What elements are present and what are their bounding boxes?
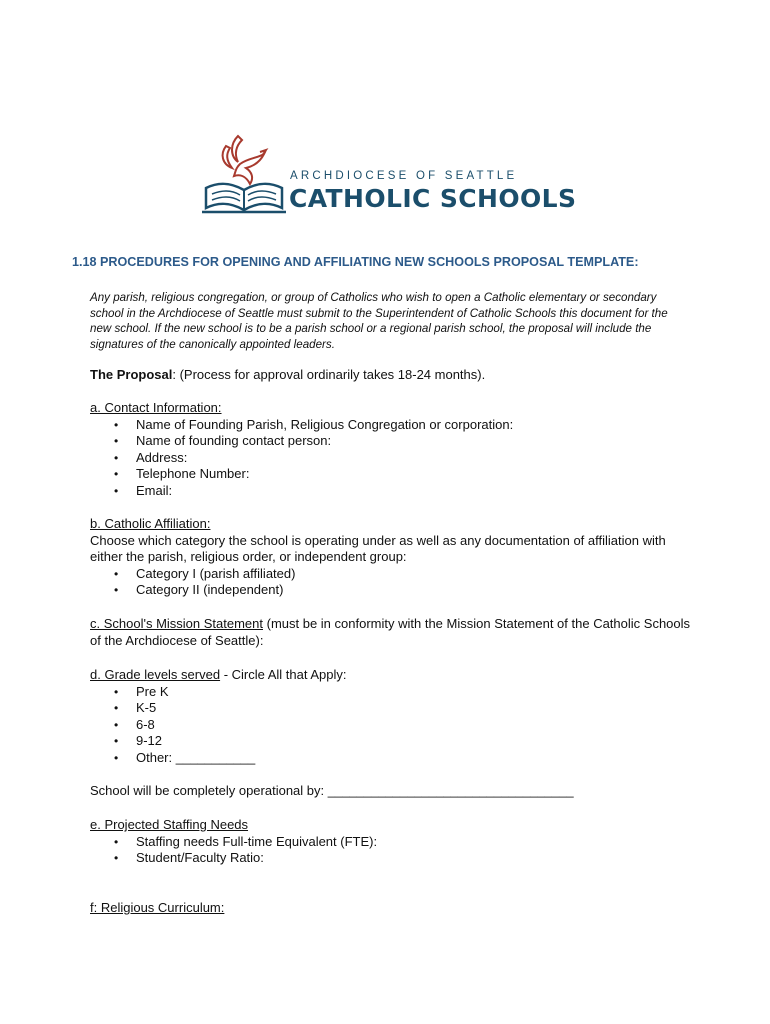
operational-line: School will be completely operational by: __________________________________ — [90, 783, 574, 798]
affiliation-list — [90, 566, 700, 599]
list-item: • K-5 — [136, 700, 700, 717]
grades-list — [90, 684, 700, 767]
list-item: • Name of founding contact person: — [136, 433, 700, 450]
list-item: • Pre K — [136, 684, 700, 701]
list-item: • Telephone Number: — [136, 466, 700, 483]
dove-book-icon — [200, 132, 290, 218]
contact-list — [90, 417, 700, 500]
grades-title: d. Grade levels served — [90, 667, 221, 682]
affiliation-text: Choose which category the school is operating under as well as any documentation of affiliation with either the parish, religious order, or independent group: — [90, 532, 666, 564]
list-item: • 9-12 — [136, 733, 700, 750]
list-item: • Email: — [136, 483, 700, 500]
list-item: • Staffing needs Full-time Equivalent (FTE): — [136, 834, 700, 851]
list-item: • Student/Faculty Ratio: — [136, 850, 700, 867]
proposal-label: The Proposal — [90, 367, 173, 382]
staffing-title: e. Projected Staffing Needs — [90, 817, 249, 832]
list-item: • 6-8 — [136, 717, 700, 734]
contact-title: a. Contact Information: — [90, 400, 222, 415]
mission-title: c. School's Mission Statement — [90, 616, 263, 631]
section-staffing — [90, 817, 700, 867]
section-grades — [90, 667, 700, 766]
page-heading: 1.18 PROCEDURES FOR OPENING AND AFFILIATING NEW SCHOOLS PROPOSAL TEMPLATE: — [72, 255, 639, 269]
section-affiliation — [90, 516, 700, 599]
proposal-line — [90, 367, 700, 384]
staffing-list — [90, 834, 700, 867]
list-item: • Category I (parish affiliated) — [136, 566, 700, 583]
mission-text: (must be in conformity with the Mission Statement of the Catholic Schools of the Archdiocese of Seattle): — [90, 616, 691, 648]
curriculum-title: f: Religious Curriculum: — [90, 900, 225, 915]
section-contact — [90, 400, 700, 499]
logo-title: CATHOLIC SCHOOLS — [289, 184, 577, 213]
list-item: • Category II (independent) — [136, 582, 700, 599]
section-curriculum — [90, 900, 700, 917]
list-item: • Address: — [136, 450, 700, 467]
intro-paragraph: Any parish, religious congregation, or group of Catholics who wish to open a Catholic elementary or secondary school in the Archdiocese of Seattle must submit to the Superintendent of Catholic Schools this document for the new school. If the new school is to be a parish school or a regional parish school, the proposal will include the signatures of the canonically appointed leaders. — [90, 291, 668, 351]
logo-subtitle: ARCHDIOCESE OF SEATTLE — [290, 170, 518, 182]
affiliation-title: b. Catholic Affiliation: — [90, 516, 211, 531]
section-mission — [90, 616, 700, 649]
catholic-schools-logo — [200, 132, 580, 218]
proposal-text: : (Process for approval ordinarily takes 18-24 months). — [172, 367, 486, 382]
list-item: • Name of Founding Parish, Religious Congregation or corporation: — [136, 417, 700, 434]
grades-text: - Circle All that Apply: — [220, 667, 347, 682]
list-item: • Other: ___________ — [136, 750, 700, 767]
